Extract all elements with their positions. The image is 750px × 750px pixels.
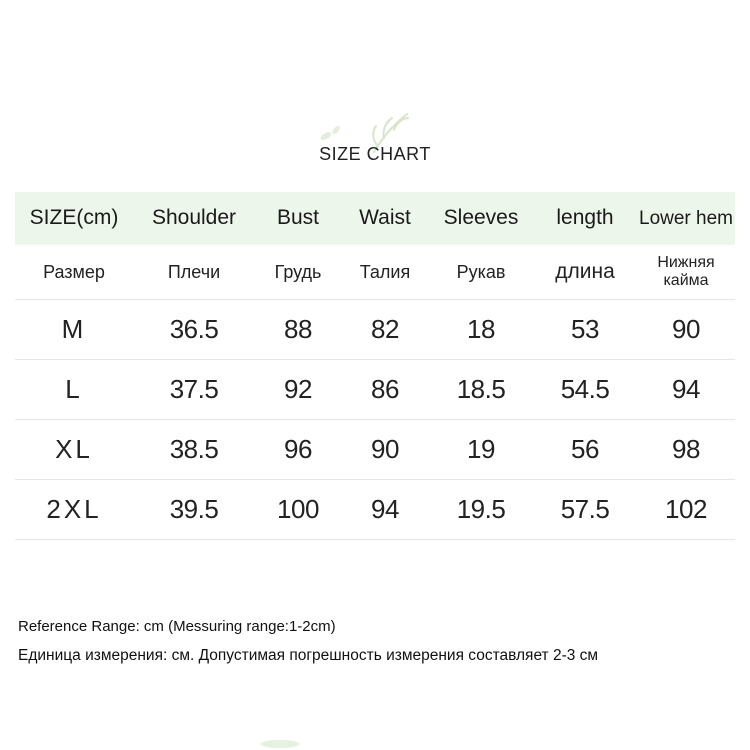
table-row [15,360,735,420]
table-row [15,300,735,360]
header-sleeves-ru: Рукав [456,261,506,282]
header-length: length [556,206,614,230]
header-sleeves: Sleeves [443,206,519,230]
header-size-ru: Размер [43,261,105,282]
table-row [15,480,735,540]
reference-range-note: Reference Range: cm (Messuring range:1-2cm) [18,618,336,635]
header-lower-hem-ru: Нижняя кайма [657,254,715,289]
size-table [15,192,735,540]
size-cell: 2XL [46,493,102,524]
length-cell: 57.5 [560,493,610,524]
header-waist: Waist [359,206,411,230]
length-cell: 54.5 [560,373,610,404]
shoulder-cell: 39.5 [169,493,219,524]
length-cell: 53 [571,313,599,344]
header-length-ru: длина [555,259,615,283]
header-shoulder: Shoulder [151,206,237,230]
bust-cell: 96 [284,433,312,464]
waist-cell: 94 [371,493,399,524]
lower-hem-cell: 90 [672,313,700,344]
size-cell: L [65,373,83,404]
waist-cell: 90 [371,433,399,464]
bust-cell: 88 [284,313,312,344]
header-shoulder-ru: Плечи [167,261,221,282]
header-row-russian [15,245,735,300]
header-bust-ru: Грудь [274,261,322,282]
sleeves-cell: 18.5 [456,373,506,404]
length-cell: 56 [571,433,599,464]
sleeves-cell: 19 [467,433,495,464]
header-waist-ru: Талия [359,261,411,282]
lower-hem-cell: 94 [672,373,700,404]
bust-cell: 100 [277,493,319,524]
bust-cell: 92 [284,373,312,404]
lower-hem-cell: 98 [672,433,700,464]
waist-cell: 82 [371,313,399,344]
measurement-error-note: Единица измерения: см. Допустимая погрешность измерения составляет 2-3 см [18,647,599,664]
header-size: SIZE(cm) [29,206,119,230]
sleeves-cell: 19.5 [456,493,506,524]
leaf-decoration-bottom-icon [250,728,310,750]
sleeves-cell: 18 [467,313,495,344]
header-lower-hem: Lower hem [639,207,733,229]
lower-hem-cell: 102 [665,493,707,524]
shoulder-cell: 38.5 [169,433,219,464]
table-row [15,420,735,480]
shoulder-cell: 36.5 [169,313,219,344]
page-title: SIZE CHART [319,144,431,164]
shoulder-cell: 37.5 [169,373,219,404]
size-cell: M [61,313,87,344]
header-row-english [15,192,735,245]
waist-cell: 86 [371,373,399,404]
size-cell: XL [55,433,93,464]
header-bust: Bust [276,206,320,230]
